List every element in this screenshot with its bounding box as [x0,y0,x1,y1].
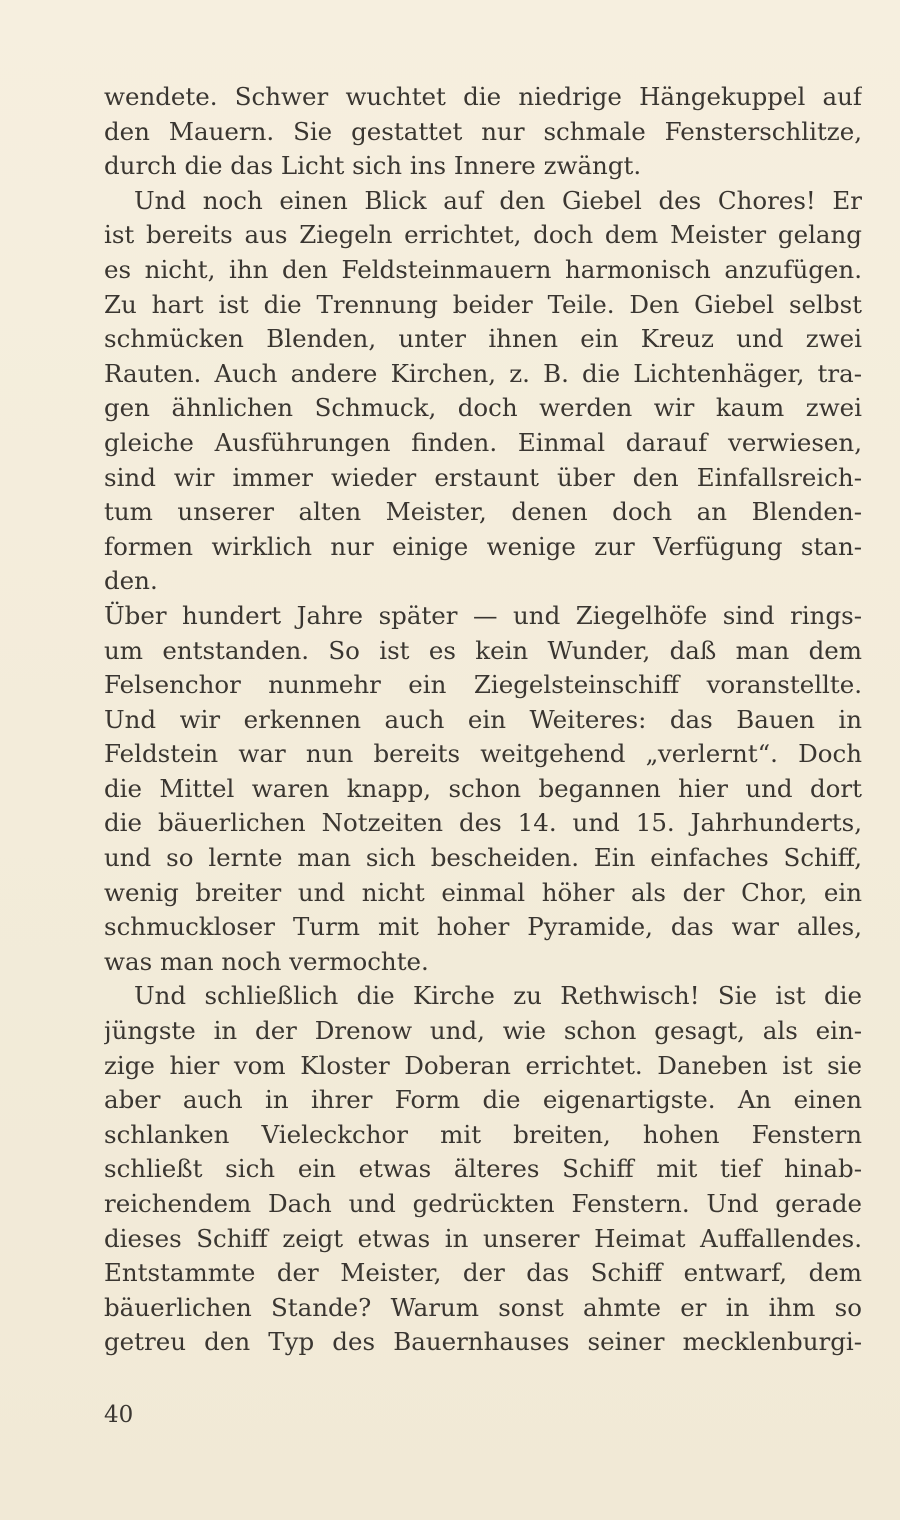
text-line: Rauten. Auch andere Kirchen, z. B. die Lichtenhäger, tra- [104,358,862,388]
text-line: sind wir immer wieder erstaunt über den Einfallsreich- [104,462,862,492]
text-line: aber auch in ihrer Form die eigenartigste. An einen [104,1085,862,1115]
text-line: Und noch einen Blick auf den Giebel des Chores! Er [134,185,862,215]
body-text [104,80,862,1360]
text-line: es nicht, ihn den Feldsteinmauern harmonisch anzufügen. [104,254,862,284]
text-line: tum unserer alten Meister, denen doch an Blenden- [104,497,862,527]
text-line: Und schließlich die Kirche zu Rethwisch! Sie ist die [134,981,862,1011]
text-line: durch die das Licht sich ins Innere zwängt. [104,151,642,181]
text-line: bäuerlichen Stande? Warum sonst ahmte er in ihm so [104,1292,862,1322]
text-line: wendete. Schwer wuchtet die niedrige Hängekuppel auf [104,82,862,111]
text-line: formen wirklich nur einige wenige zur Verfügung stan- [104,531,862,561]
text-line: schlanken Vieleckchor mit breiten, hohen Fenstern [104,1119,862,1149]
text-line: um entstanden. So ist es kein Wunder, daß man dem [104,635,862,665]
text-line: getreu den Typ des Bauernhauses seiner mecklenburgi- [104,1327,862,1357]
text-line: gleiche Ausführungen finden. Einmal darauf verwiesen, [104,427,862,457]
text-line: wenig breiter und nicht einmal höher als der Chor, ein [104,877,862,907]
text-line: den Mauern. Sie gestattet nur schmale Fensterschlitze, [104,116,862,146]
text-line: schmücken Blenden, unter ihnen ein Kreuz und zwei [104,324,862,354]
text-line: schließt sich ein etwas älteres Schiff mit tief hinab- [104,1154,862,1184]
text-line: dieses Schiff zeigt etwas in unserer Heimat Auffallendes. [104,1223,862,1253]
text-line: ist bereits aus Ziegeln errichtet, doch dem Meister gelang [104,220,862,250]
page-number: 40 [104,1402,134,1428]
text-line: zige hier vom Kloster Doberan errichtet. Daneben ist sie [104,1050,862,1080]
text-line: Über hundert Jahre später — und Ziegelhöfe sind rings- [104,600,862,630]
text-line: und so lernte man sich bescheiden. Ein einfaches Schiff, [104,843,862,873]
text-line: schmuckloser Turm mit hoher Pyramide, das war alles, [104,912,862,942]
text-line: jüngste in der Drenow und, wie schon gesagt, als ein- [104,1016,862,1046]
text-line: Zu hart ist die Trennung beider Teile. Den Giebel selbst [104,289,862,319]
text-line: den. [104,566,158,596]
text-line: Und wir erkennen auch ein Weiteres: das Bauen in [104,704,862,734]
text-line: die Mittel waren knapp, schon begannen hier und dort [104,773,862,803]
text-line: gen ähnlichen Schmuck, doch werden wir kaum zwei [104,393,862,423]
text-line: Felsenchor nunmehr ein Ziegelsteinschiff voranstellte. [104,670,862,700]
text-line: die bäuerlichen Notzeiten des 14. und 15. Jahrhunderts, [104,808,862,838]
text-line: reichendem Dach und gedrückten Fenstern. Und gerade [104,1189,862,1218]
text-line: was man noch vermochte. [104,946,429,976]
text-line: Feldstein war nun bereits weitgehend „verlernt“. Doch [104,739,862,769]
text-line: Entstammte der Meister, der das Schiff entwarf, dem [104,1258,862,1288]
